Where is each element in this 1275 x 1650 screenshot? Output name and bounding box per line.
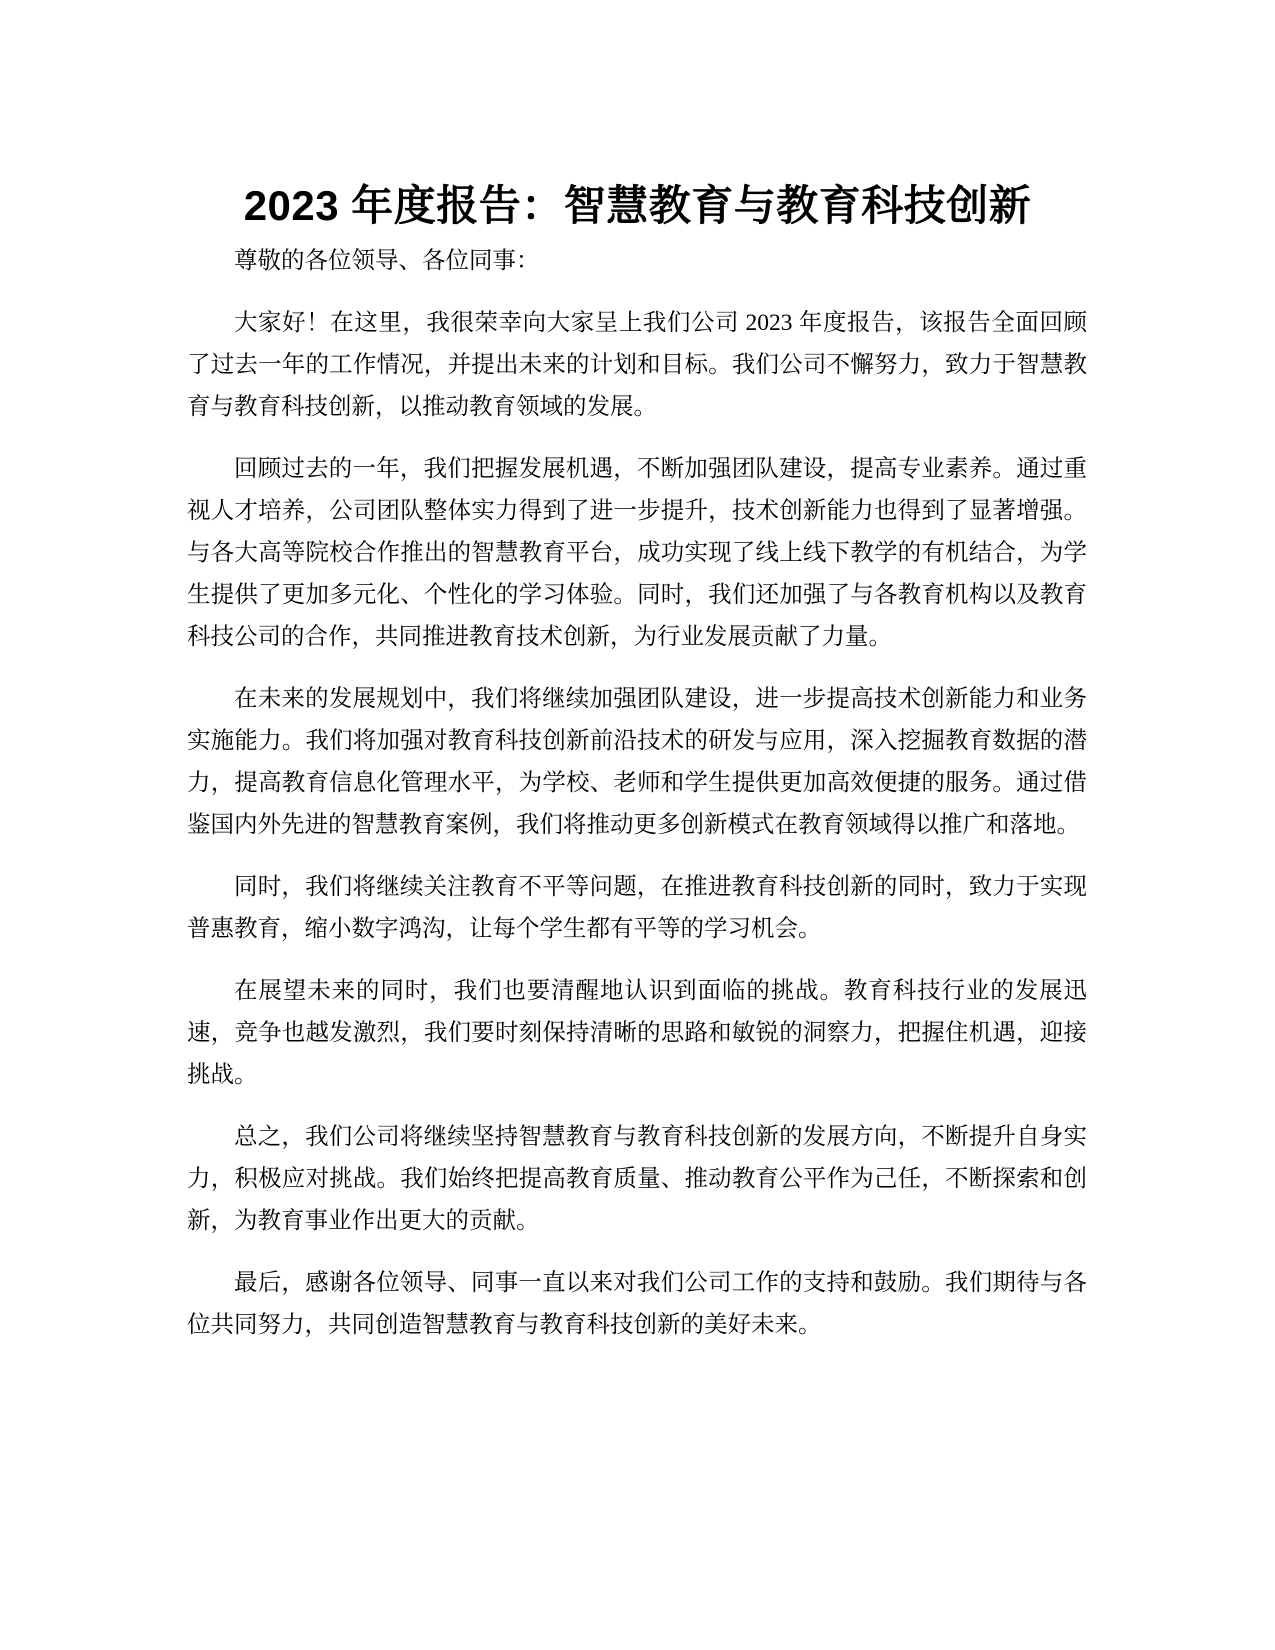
document-title: 2023 年度报告：智慧教育与教育科技创新 (243, 182, 1032, 230)
body-paragraph: 在未来的发展规划中，我们将继续加强团队建设，进一步提高技术创新能力和业务实施能力。我们将加强对教育科技创新前沿技术的研发与应用，深入挖掘教育数据的潜力，提高教育信息化管理水平，为学校、老师和学生提供更加高效便捷的服务。通过借鉴国内外先进的智慧教育案例，我们将推动更多创新模式在教育领域得以推广和落地。 (187, 686, 1087, 838)
body-paragraph: 回顾过去的一年，我们把握发展机遇，不断加强团队建设，提高专业素养。通过重视人才培养，公司团队整体实力得到了进一步提升，技术创新能力也得到了显著增强。与各大高等院校合作推出的智慧教育平台，成功实现了线上线下教学的有机结合，为学生提供了更加多元化、个性化的学习体验。同时，我们还加强了与各教育机构以及教育科技公司的合作，共同推进教育技术创新，为行业发展贡献了力量。 (187, 456, 1087, 650)
document-body (187, 240, 1087, 1366)
body-paragraph: 总之，我们公司将继续坚持智慧教育与教育科技创新的发展方向，不断提升自身实力，积极应对挑战。我们始终把提高教育质量、推动教育公平作为己任，不断探索和创新，为教育事业作出更大的贡献。 (187, 1124, 1087, 1234)
body-paragraph: 同时，我们将继续关注教育不平等问题，在推进教育科技创新的同时，致力于实现普惠教育，缩小数字鸿沟，让每个学生都有平等的学习机会。 (187, 874, 1087, 942)
closing-paragraph: 最后，感谢各位领导、同事一直以来对我们公司工作的支持和鼓励。我们期待与各位共同努力，共同创造智慧教育与教育科技创新的美好未来。 (187, 1270, 1087, 1338)
body-paragraph: 大家好！在这里，我很荣幸向大家呈上我们公司 2023 年度报告，该报告全面回顾了过去一年的工作情况，并提出未来的计划和目标。我们公司不懈努力，致力于智慧教育与教育科技创新，以推动教育领域的发展。 (187, 310, 1087, 420)
body-paragraph: 在展望未来的同时，我们也要清醒地认识到面临的挑战。教育科技行业的发展迅速，竞争也越发激烈，我们要时刻保持清晰的思路和敏锐的洞察力，把握住机遇，迎接挑战。 (187, 978, 1087, 1088)
salutation-paragraph: 尊敬的各位领导、各位同事： (234, 248, 540, 274)
